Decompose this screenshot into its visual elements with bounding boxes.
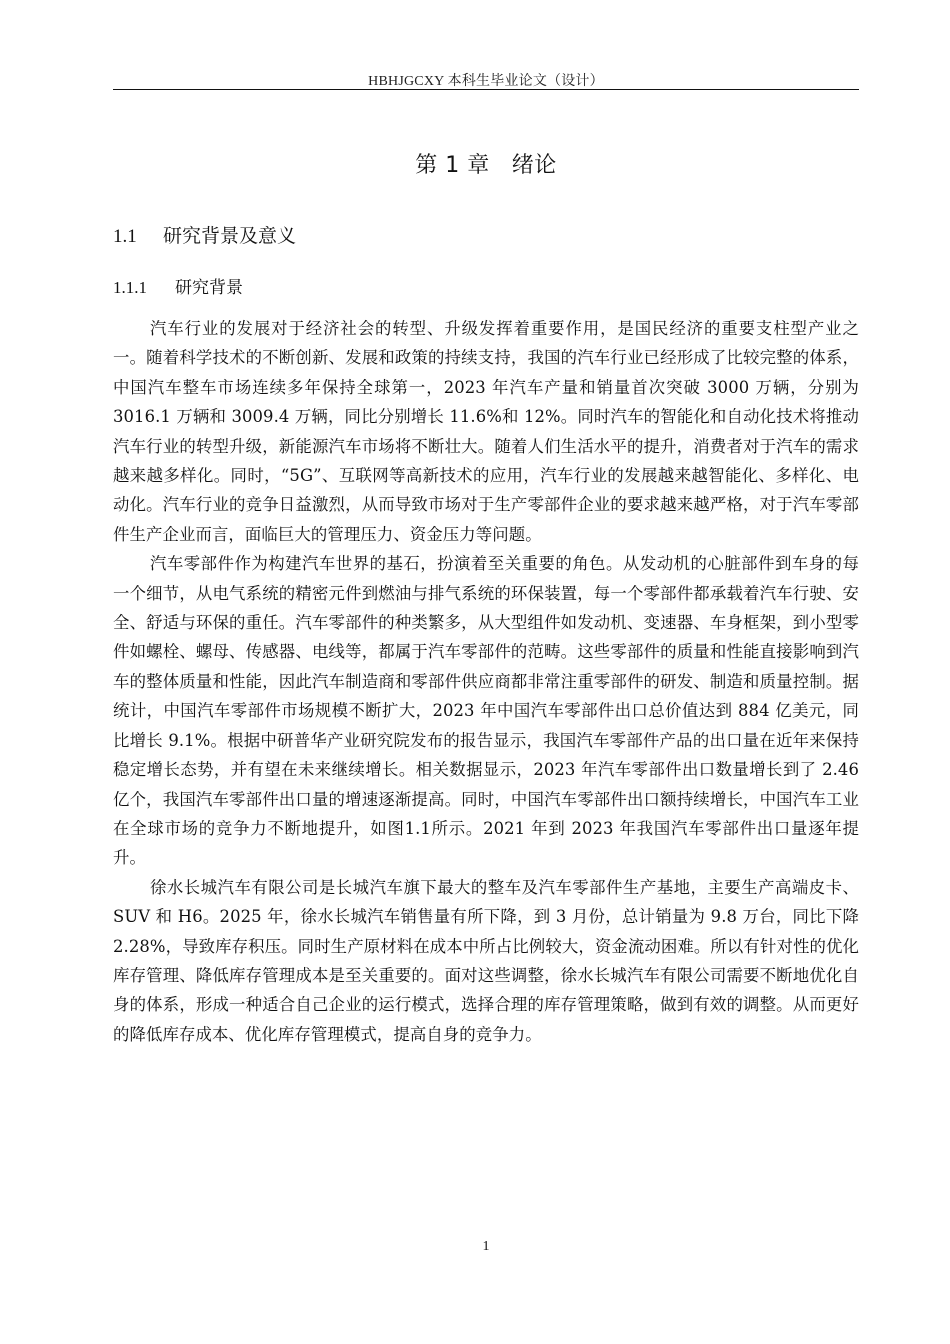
chapter-number: 第 1 章 <box>415 153 490 178</box>
section-number: 1.1 <box>113 226 137 247</box>
chapter-title <box>113 148 859 179</box>
subsection-number: 1.1.1 <box>113 278 147 297</box>
body-text <box>113 314 859 1049</box>
subsection-title: 研究背景 <box>175 278 243 298</box>
paragraph: 汽车行业的发展对于经济社会的转型、升级发挥着重要作用，是国民经济的重要支柱型产业之一。随着科学技术的不断创新、发展和政策的持续支持，我国的汽车行业已经形成了比较完整的体系，中国汽车整车市场连续多年保持全球第一，2023 年汽车产量和销量首次突破 3000 万辆，分别为 3016.1 万辆和 3009.4 万辆，同比分别增长 11.6%和 12%。同时汽车的智能化和自动化技术将推动汽车行业的转型升级，新能源汽车市场将不断壮大。随着人们生活水平的提升，消费者对于汽车的需求越来越多样化。同时，“5G”、互联网等高新技术的应用，汽车行业的发展越来越智能化、多样化、电动化。汽车行业的竞争日益激烈，从而导致市场对于生产零部件企业的要求越来越严格，对于汽车零部件生产企业而言，面临巨大的管理压力、资金压力等问题。 <box>113 319 859 544</box>
section-heading <box>113 221 296 248</box>
paragraph: 汽车零部件作为构建汽车世界的基石，扮演着至关重要的角色。从发动机的心脏部件到车身的每一个细节，从电气系统的精密元件到燃油与排气系统的环保装置，每一个零部件都承载着汽车行驶、安全、舒适与环保的重任。汽车零部件的种类繁多，从大型组件如发动机、变速器、车身框架，到小型零件如螺栓、螺母、传感器、电线等，都属于汽车零部件的范畴。这些零部件的质量和性能直接影响到汽车的整体质量和性能，因此汽车制造商和零部件供应商都非常注重零部件的研发、制造和质量控制。据统计，中国汽车零部件市场规模不断扩大，2023 年中国汽车零部件出口总价值达到 884 亿美元，同比增长 9.1%。根据中研普华产业研究院发布的报告显示，我国汽车零部件产品的出口量在近年来保持稳定增长态势，并有望在未来继续增长。相关数据显示，2023 年汽车零部件出口数量增长到了 2.46 亿个，我国汽车零部件出口量的增速逐渐提高。同时，中国汽车零部件出口额持续增长，中国汽车工业在全球市场的竞争力不断地提升，如图1.1所示。2021 年到 2023 年我国汽车零部件出口量逐年提升。 <box>113 554 859 868</box>
subsection-heading <box>113 273 243 298</box>
running-header: HBHJGCXY 本科生毕业论文（设计） <box>368 74 604 89</box>
page-number: 1 <box>482 1239 490 1254</box>
section-title: 研究背景及意义 <box>163 225 297 247</box>
chapter-name: 绪论 <box>511 153 557 178</box>
header-rule <box>113 89 859 90</box>
paragraph: 徐水长城汽车有限公司是长城汽车旗下最大的整车及汽车零部件生产基地，主要生产高端皮卡、SUV 和 H6。2025 年，徐水长城汽车销售量有所下降，到 3 月份，总计销量为 9.8 万台，同比下降 2.28%，导致库存积压。同时生产原材料在成本中所占比例较大，资金流动困难。所以有针对性的优化库存管理、降低库存管理成本是至关重要的。面对这些调整，徐水长城汽车有限公司需要不断地优化自身的体系，形成一种适合自己企业的运行模式，选择合理的库存管理策略，做到有效的调整。从而更好的降低库存成本、优化库存管理模式，提高自身的竞争力。 <box>113 877 859 1044</box>
